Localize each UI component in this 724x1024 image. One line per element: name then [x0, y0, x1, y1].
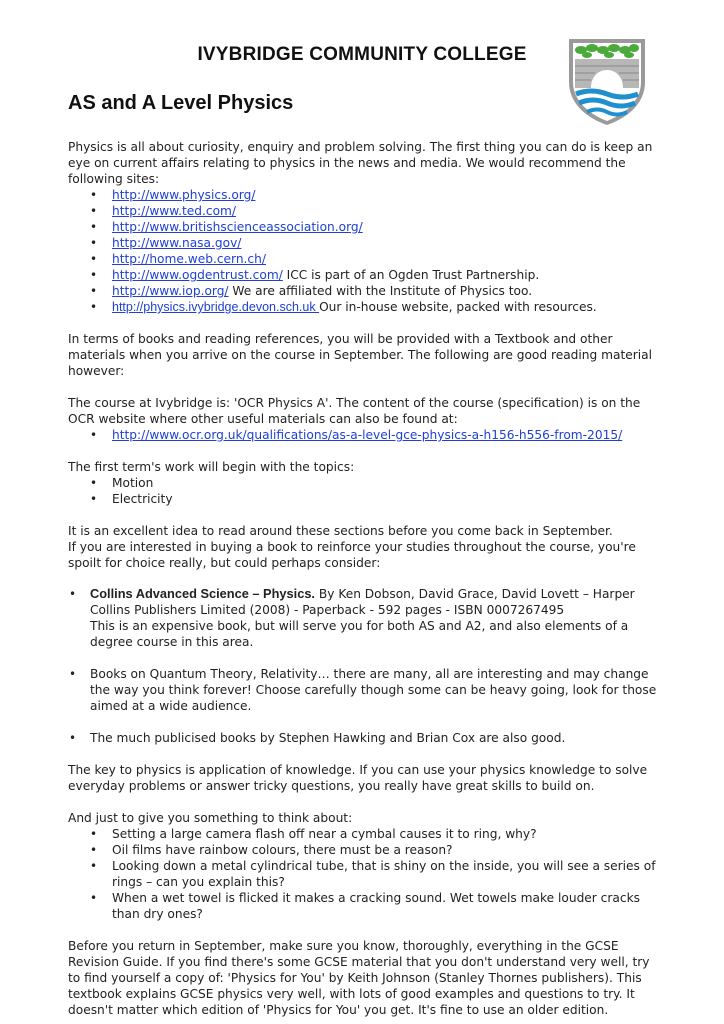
college-crest-icon	[565, 36, 649, 128]
topic-label: Electricity	[112, 492, 173, 506]
question-text: Setting a large camera flash off near a cymbal causes it to ring, why?	[112, 827, 537, 841]
list-item	[68, 251, 658, 267]
book-title: Collins Advanced Science – Physics.	[90, 586, 315, 601]
sites-list	[68, 187, 658, 315]
site-link-cern[interactable]: http://home.web.cern.ch/	[112, 252, 266, 266]
list-item	[68, 219, 658, 235]
list-item	[68, 491, 658, 507]
questions-list	[68, 826, 658, 922]
course-title: AS and A Level Physics	[68, 92, 294, 114]
site-link-ogden[interactable]: http://www.ogdentrust.com/	[112, 268, 283, 282]
site-link-nasa[interactable]: http://www.nasa.gov/	[112, 236, 242, 250]
ocr-specification-link[interactable]: http://www.ocr.org.uk/qualifications/as-a-level-gce-physics-a-h156-h556-from-2015/	[112, 428, 623, 442]
key-paragraph: The key to physics is application of knowledge. If you can use your physics knowledge to solve everyday problems or answer tricky questions, you really have great skills to build on.	[68, 763, 648, 793]
site-link-ted[interactable]: http://www.ted.com/	[112, 204, 237, 218]
list-item	[68, 858, 658, 890]
book-details: By Ken Dobson, David Grace, David Lovett – Harper Collins Publishers Limited (2008) - Paperback - 592 pages - ISBN 0007267495	[90, 587, 635, 617]
books-list	[68, 586, 658, 746]
site-note: ICC is part of an Ogden Trust Partnership.	[282, 268, 540, 282]
book-suggestion: Books on Quantum Theory, Relativity… there are many, all are interesting and may change the way you think forever! Choose carefully though some can be heavy going, look for those aimed at a wide audience.	[90, 667, 657, 713]
first-term-paragraph: The first term's work will begin with the topics:	[68, 460, 355, 474]
site-link-iop[interactable]: http://www.iop.org/	[112, 284, 229, 298]
intro-paragraph: Physics is all about curiosity, enquiry and problem solving. The first thing you can do is keep an eye on current affairs relating to physics in the news and media. We would recommend the following sites:	[68, 140, 653, 186]
list-item	[68, 826, 658, 842]
list-item	[68, 427, 658, 443]
list-item	[68, 730, 658, 746]
list-item	[68, 283, 658, 299]
list-item	[68, 187, 658, 203]
book-note: This is an expensive book, but will serve you for both AS and A2, and also elements of a degree course in this area.	[90, 619, 629, 649]
course-info-paragraph: The course at Ivybridge is: 'OCR Physics A'. The content of the course (specification) is on the OCR website where other useful materials can also be found at:	[68, 396, 641, 426]
site-link-bsa[interactable]: http://www.britishscienceassociation.org/	[112, 220, 363, 234]
books-intro-paragraph: In terms of books and reading references, you will be provided with a Textbook and other materials when you arrive on the course in September. The following are good reading material however:	[68, 332, 652, 378]
list-item	[68, 235, 658, 251]
list-item	[68, 267, 658, 283]
list-item	[68, 203, 658, 219]
list-item	[68, 586, 658, 650]
ocr-link-list	[68, 427, 658, 443]
list-item	[68, 299, 658, 315]
list-item	[68, 475, 658, 491]
college-title: IVYBRIDGE COMMUNITY COLLEGE	[197, 44, 527, 65]
book-suggestion: The much publicised books by Stephen Hawking and Brian Cox are also good.	[90, 731, 566, 745]
topics-list	[68, 475, 658, 507]
site-link-ivybridge[interactable]: http://physics.ivybridge.devon.sch.uk	[112, 300, 320, 314]
topic-label: Motion	[112, 476, 154, 490]
question-text: Looking down a metal cylindrical tube, that is shiny on the inside, you will see a series of rings – can you explain this?	[112, 859, 656, 889]
closing-paragraph: Before you return in September, make sure you know, thoroughly, everything in the GCSE Revision Guide. If you find there's some GCSE material that you don't understand very well, try to find yourself a copy of: 'Physics for You' by Keith Johnson (Stanley Thornes publishers). This textbook explains GCSE physics very well, with lots of good examples and questions to try. It doesn't matter which edition of 'Physics for You' you get. It's fine to use an older edition.	[68, 939, 650, 1017]
buying-book-paragraph: If you are interested in buying a book to reinforce your studies throughout the course, you're spoilt for choice really, but could perhaps consider:	[68, 540, 636, 570]
list-item	[68, 842, 658, 858]
document-body	[68, 139, 658, 1018]
site-note: We are affiliated with the Institute of Physics too.	[228, 284, 533, 298]
read-around-paragraph: It is an excellent idea to read around these sections before you come back in September.	[68, 524, 613, 538]
list-item	[68, 890, 658, 922]
think-intro: And just to give you something to think about:	[68, 811, 353, 825]
site-note: Our in-house website, packed with resources.	[319, 300, 597, 314]
list-item	[68, 666, 658, 714]
question-text: Oil films have rainbow colours, there must be a reason?	[112, 843, 453, 857]
question-text: When a wet towel is flicked it makes a cracking sound. Wet towels make louder cracks than dry ones?	[112, 891, 640, 921]
site-link-physics[interactable]: http://www.physics.org/	[112, 188, 256, 202]
